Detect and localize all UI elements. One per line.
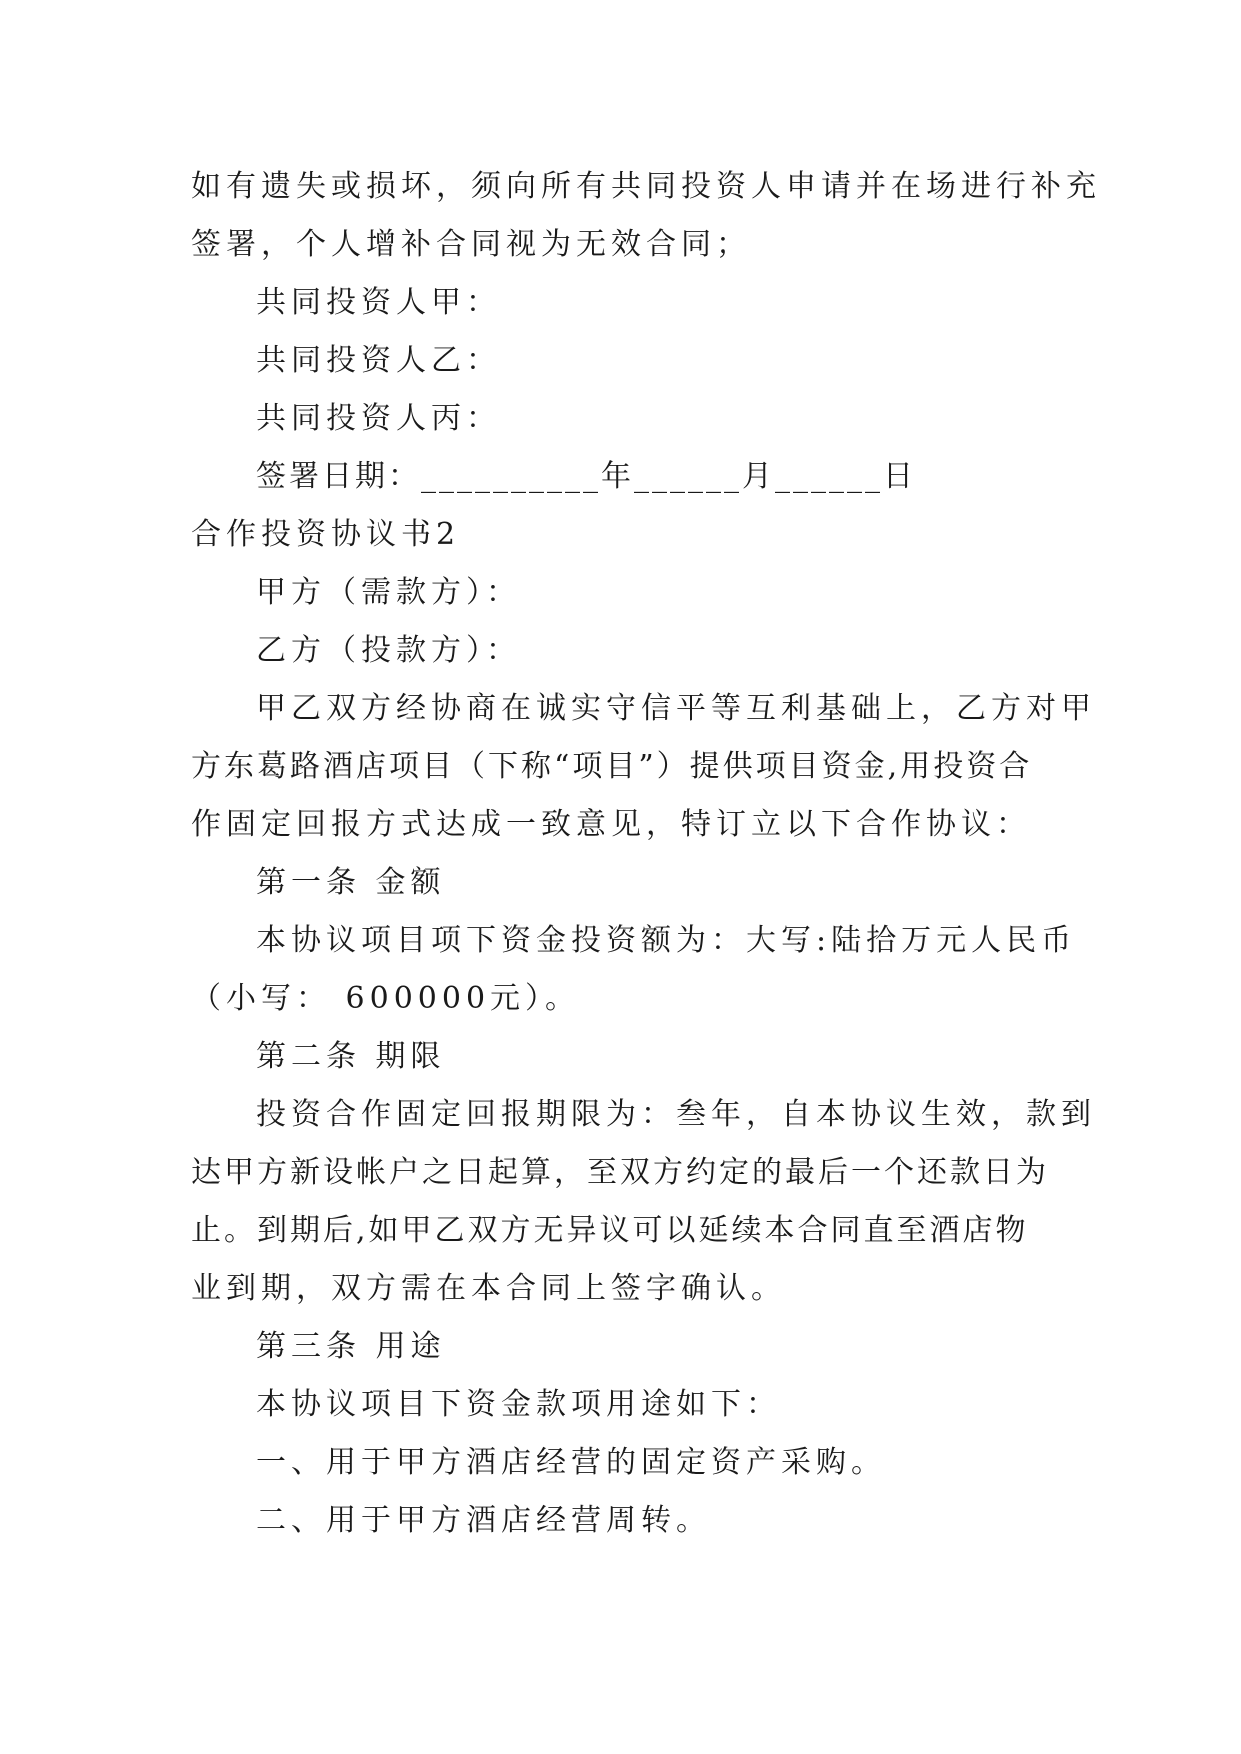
article-3-heading: 第三条 用途 (256, 1329, 446, 1364)
paragraph-line: 业到期，双方需在本合同上签字确认。 (191, 1271, 786, 1306)
paragraph-line: 止。到期后,如甲乙双方无异议可以延续本合同直至酒店物 (191, 1213, 1029, 1248)
party-b-line: 乙方（投款方）： (256, 633, 521, 668)
signatory-c-line: 共同投资人丙： (256, 401, 501, 436)
paragraph-line: 作固定回报方式达成一致意见，特订立以下合作协议： (191, 807, 1031, 842)
paragraph-line: 甲乙双方经协商在诚实守信平等互利基础上，乙方对甲 (256, 691, 1096, 726)
party-a-line: 甲方（需款方）： (256, 575, 521, 610)
paragraph-line: （小写： 600000元）。 (191, 981, 581, 1016)
document-title: 合作投资协议书2 (191, 517, 461, 552)
list-item: 一、用于甲方酒店经营的固定资产采购。 (256, 1445, 886, 1480)
signatory-b-line: 共同投资人乙： (256, 343, 501, 378)
paragraph-line: 达甲方新设帐户之日起算，至双方约定的最后一个还款日为 (191, 1155, 1049, 1190)
paragraph-line: 本协议项目下资金款项用途如下： (256, 1387, 781, 1422)
paragraph-line: 方东葛路酒店项目（下称“项目”）提供项目资金,用投资合 (191, 749, 1033, 784)
article-2-heading: 第二条 期限 (256, 1039, 446, 1074)
paragraph-line: 投资合作固定回报期限为：叁年，自本协议生效，款到 (256, 1097, 1096, 1132)
paragraph-line: 如有遗失或损坏，须向所有共同投资人申请并在场进行补充 (191, 169, 1101, 204)
paragraph-line: 签署，个人增补合同视为无效合同； (191, 227, 751, 262)
article-1-heading: 第一条 金额 (256, 865, 446, 900)
paragraph-line: 本协议项目项下资金投资额为：大写:陆拾万元人民币 (256, 923, 1077, 958)
list-item: 二、用于甲方酒店经营周转。 (256, 1503, 711, 1538)
signing-date-line: 签署日期：__________年______月______日 (256, 459, 916, 494)
document-body (191, 158, 1101, 1550)
signatory-a-line: 共同投资人甲： (256, 285, 501, 320)
